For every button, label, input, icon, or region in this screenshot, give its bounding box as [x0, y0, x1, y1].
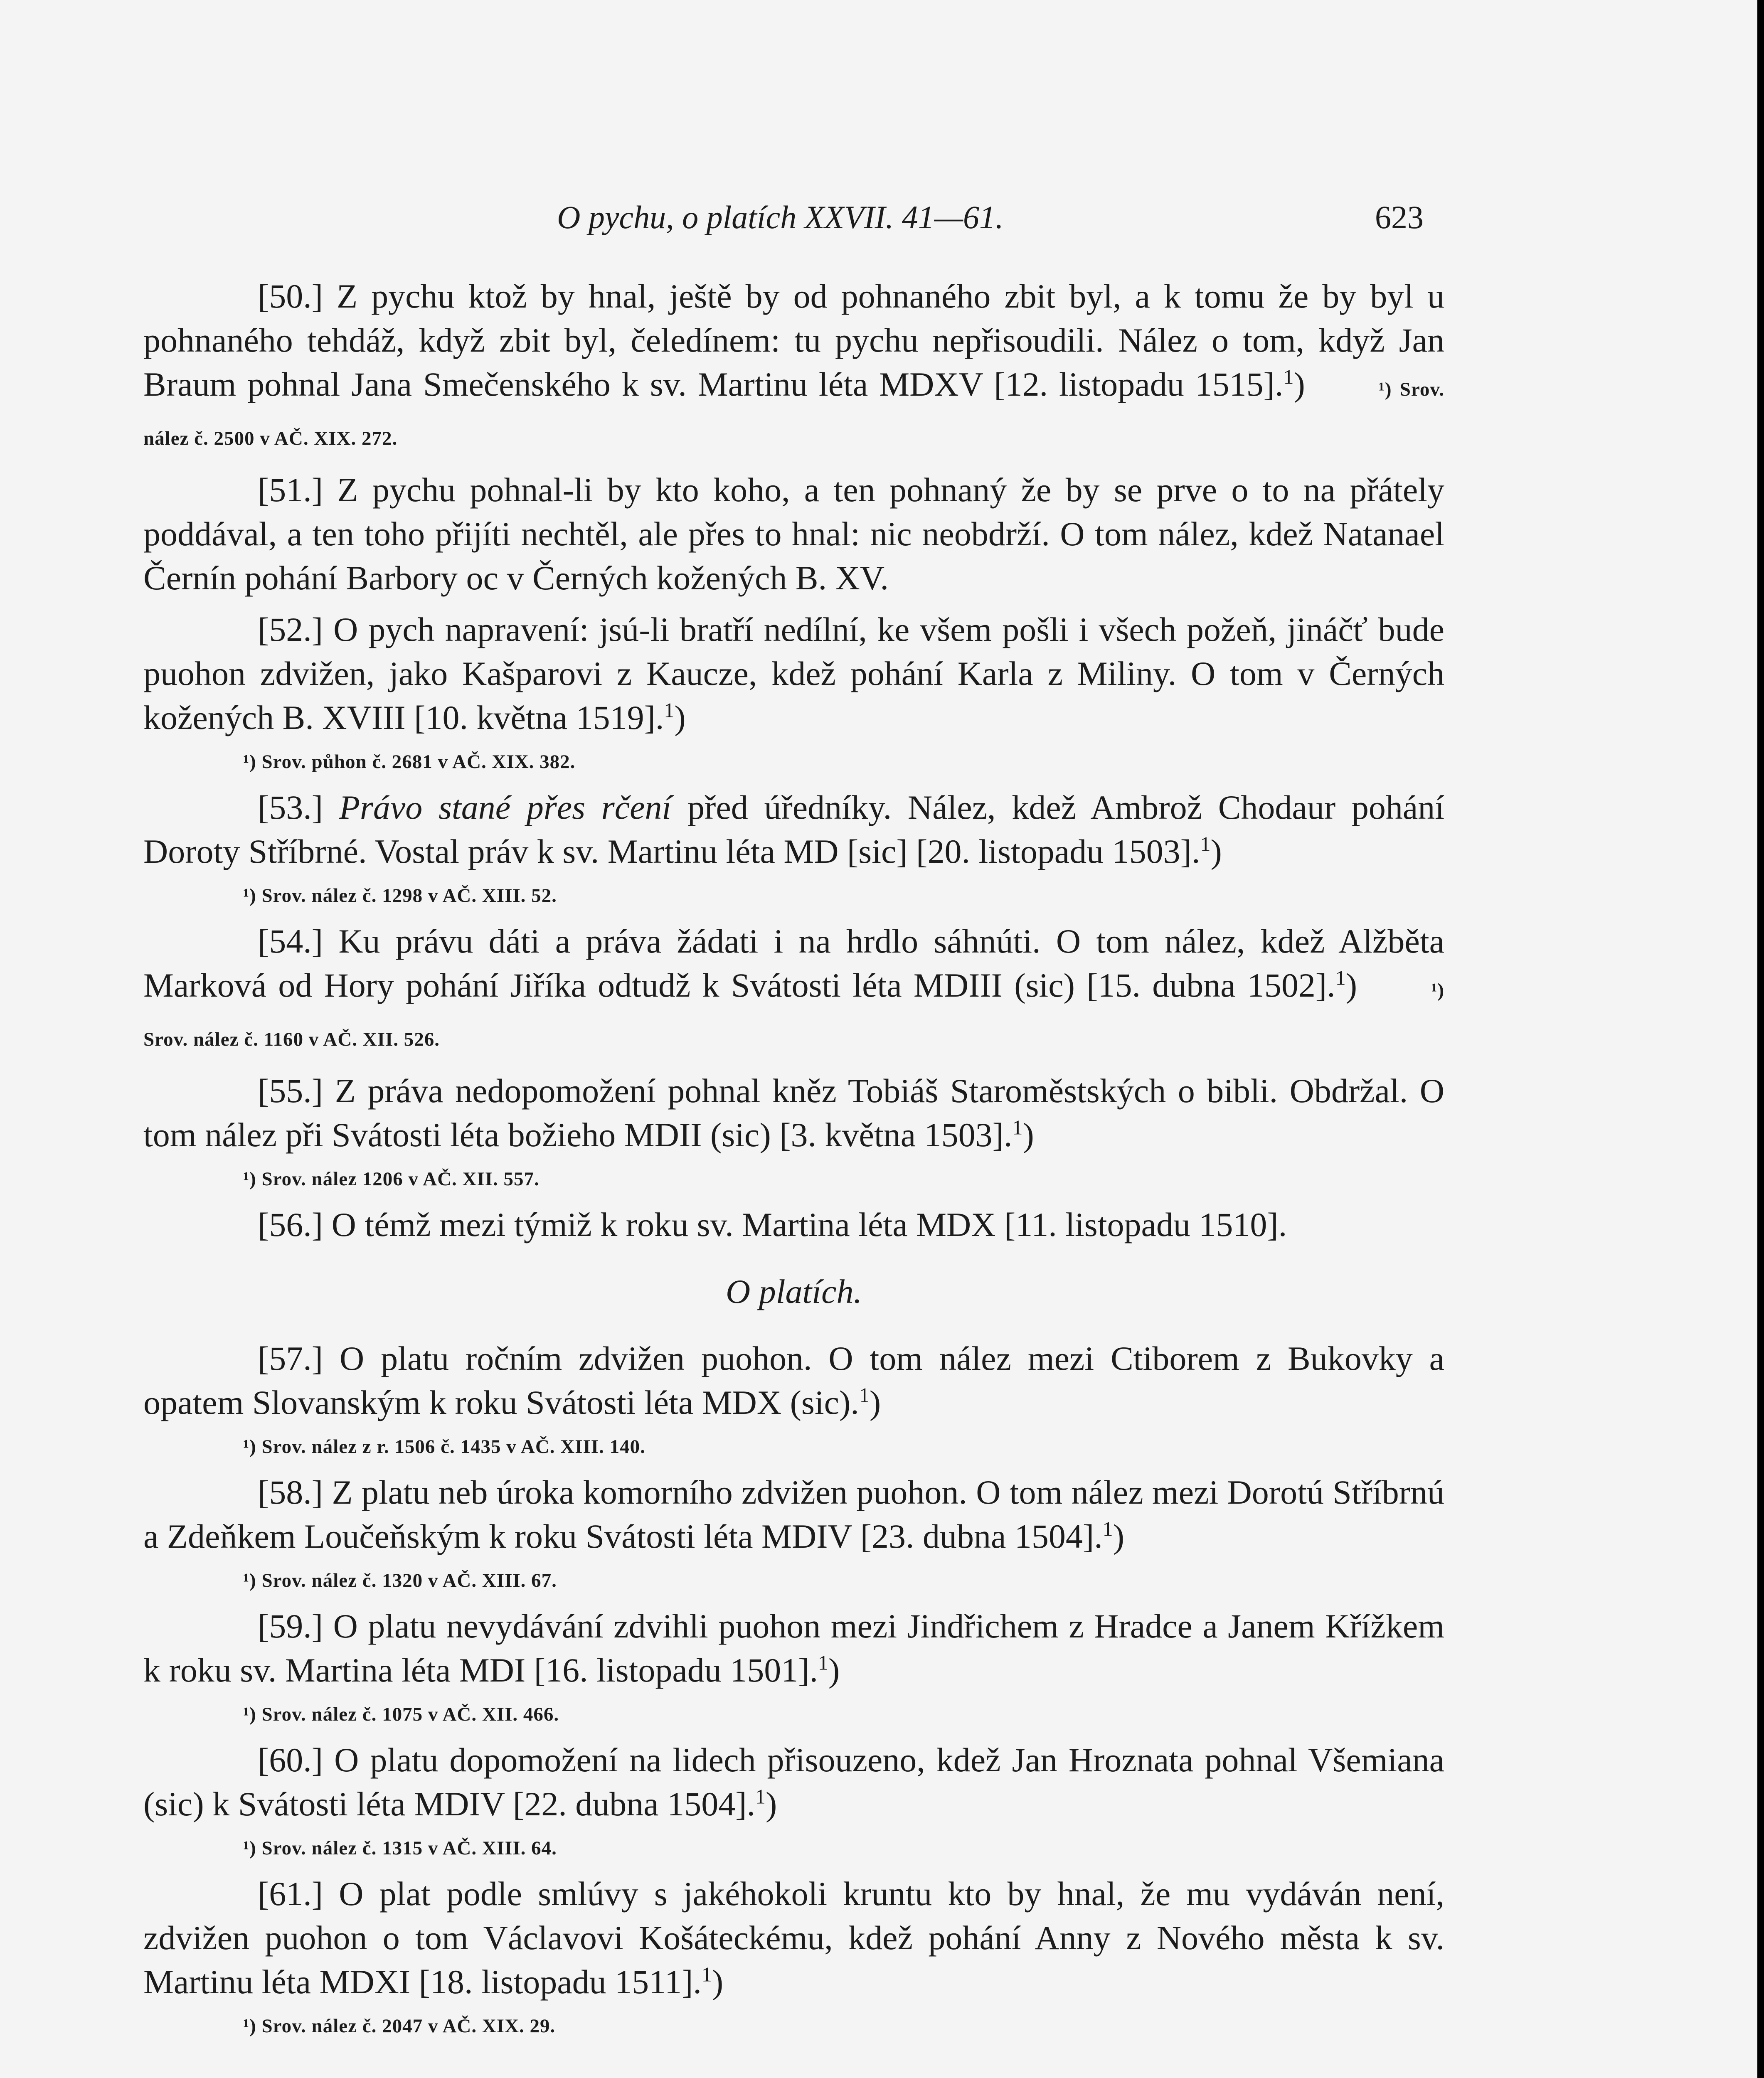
entry-number: [58.] [258, 1473, 323, 1511]
entry-54: [54.] Ku právu dáti a práva žádati i na hrdlo sáhnúti. O tom nález, kdež Alžběta Marková od Hory pohání Jiříka odtudž k Svátosti léta MDIII (sic) [15. dubna 1502].$^1$) ¹) Srov. nález č. 1160 v AČ. XII. 526. [143, 922, 1445, 1050]
entry-number: [54.] [258, 922, 323, 960]
entry-text: před úředníky. Nález, kdež Ambrož Chodaur pohání Doroty Stříbrné. Vostal práv k sv. Martinu léta MD [sic] [20. listopadu 1503]. [143, 788, 1445, 870]
entry-number: [57.] [258, 1339, 323, 1377]
entry-51 [143, 468, 1444, 600]
entry-number: [52.] [258, 611, 323, 648]
entry-57: [57.] O platu ročním zdvižen puohon. O tom nález mezi Ctiborem z Bukovky a opatem Slovanským k roku Svátosti léta MDX (sic).$^1$) [143, 1339, 1445, 1421]
entry-text: O témž mezi týmiž k roku sv. Martina léta MDX [11. listopadu 1510]. [331, 1206, 1287, 1243]
main-text [143, 274, 1444, 2050]
footnote-ref: 1 [1283, 365, 1294, 389]
footnote-ref: 1 [859, 1383, 870, 1407]
entry-number: [56.] [258, 1206, 323, 1243]
footnote: ¹) Srov. nález č. 2500 v AČ. XIX. 272. [143, 379, 1445, 449]
entry-text: O pych napravení: jsú-li bratří nedílní, ke všem pošli i všech požeň, jináčť bude puohon zdvižen, jako Kašparovi z Kaucze, kdež pohání Karla z Miliny. O tom v Černých kožených B. XVIII [10. května 1519]. [143, 611, 1444, 736]
entry-number: [55.] [258, 1072, 323, 1110]
entry-number: [50.] [258, 277, 323, 315]
footnote-ref: 1 [1102, 1517, 1113, 1541]
footnote: ¹) Srov. nález č. 2047 v AČ. XIX. 29. [243, 2015, 556, 2037]
entry-61: [61.] O plat podle smlúvy s jakéhokoli kruntu kto by hnal, že mu vydáván není, zdvižen puohon o tom Václavovi Košáteckému, kdež pohání Anny z Nového města k sv. Martinu léta MDXI [18. listopadu 1511].$^1$) [143, 1875, 1444, 2001]
entry-52: [52.] O pych napravení: jsú-li bratří nedílní, ke všem pošli i všech požeň, jináčť bude puohon zdvižen, jako Kašparovi z Kaucze, kdež pohání Karla z Miliny. O tom v Černých kožených B. XVIII [10. května 1519].$^1$) [143, 611, 1444, 736]
entry-number: [61.] [258, 1875, 323, 1913]
footnote: ¹) Srov. nález z r. 1506 č. 1435 v AČ. XIII. 140. [243, 1436, 645, 1458]
footnote: ¹) Srov. půhon č. 2681 v AČ. XIX. 382. [243, 751, 576, 773]
entry-50: [50.] Z pychu ktož by hnal, ještě by od pohnaného zbit byl, a k tomu že by byl u pohnaného tehdáž, když zbit byl, čeledínem: tu pychu nepřisoudili. Nález o tom, když Jan Braum pohnal Jana Smečenského k sv. Martinu léta MDXV [12. listopadu 1515].$^1$) ¹) Srov. nález č. 2500 v AČ. XIX. 272. [143, 277, 1445, 449]
footnote: ¹) Srov. nález č. 1320 v AČ. XIII. 67. [243, 1570, 557, 1591]
entry-number: [59.] [258, 1607, 323, 1645]
running-head: O pychu, o platích XXVII. 41—61. [557, 199, 1004, 235]
entry-number: [51.] [258, 471, 323, 509]
footnote: ¹) Srov. nález č. 1075 v AČ. XII. 466. [243, 1704, 559, 1725]
entry-56 [143, 1203, 1444, 1247]
entry-58: [58.] Z platu neb úroka komorního zdvižen puohon. O tom nález mezi Dorotú Stříbrnú a Zdeňkem Loučeňským k roku Svátosti léta MDIV [23. dubna 1504].$^1$) [143, 1473, 1445, 1555]
entry-59: [59.] O platu nevydávání zdvihli puohon mezi Jindřichem z Hradce a Janem Křížkem k roku sv. Martina léta MDI [16. listopadu 1501].$^1$) [143, 1607, 1444, 1689]
entry-55: [55.] Z práva nedopomožení pohnal kněz Tobiáš Staroměstských o bibli. Obdržal. O tom nález při Svátosti léta božieho MDII (sic) [3. května 1503].$^1$) [143, 1072, 1445, 1154]
footnote-ref: 1 [755, 1785, 766, 1808]
footnote-ref: 1 [818, 1651, 829, 1674]
entry-text: O platu ročním zdvižen puohon. O tom nález mezi Ctiborem z Bukovky a opatem Slovanským k roku Svátosti léta MDX (sic). [143, 1339, 1445, 1421]
footnote: ¹) Srov. nález č. 1298 v AČ. XIII. 52. [243, 885, 557, 906]
footnote: ¹) Srov. nález č. 1315 v AČ. XIII. 64. [243, 1837, 557, 1859]
entry-date: dubna 1502]. [1152, 966, 1335, 1004]
entry-text: Z pychu pohnal-li by kto koho, a ten pohnaný že by se prve o to na přátely poddával, a ten toho přijíti nechtěl, ale přes to hnal: nic neobdrží. O tom nález, kdež Natanael Černín pohání Barbory oc v Černých kožených B. XV. [143, 471, 1444, 597]
entry-text: Z práva nedopomožení pohnal kněz Tobiáš Staroměstských o bibli. Obdržal. O tom nález při Svátosti léta božieho MDII (sic) [3. května 1503]. [143, 1072, 1445, 1154]
footnote-ref: 1 [1200, 832, 1211, 856]
entry-number: [60.] [258, 1741, 323, 1779]
entry-text: O platu nevydávání zdvihli puohon mezi Jindřichem z Hradce a Janem Křížkem k roku sv. Martina léta MDI [16. listopadu 1501]. [143, 1607, 1444, 1689]
entry-text: Z platu neb úroka komorního zdvižen puohon. O tom nález mezi Dorotú Stříbrnú a Zdeňkem Loučeňským k roku Svátosti léta MDIV [23. dubna 1504]. [143, 1473, 1445, 1555]
entry-text: Z pychu ktož by hnal, ještě by od pohnaného zbit byl, a k tomu že by byl u pohnaného tehdáž, když zbit byl, čeledínem: tu pychu nepřisoudili. Nález o tom, když Jan Braum pohnal Jana Smečenského k sv. Martinu léta MDXV [143, 277, 1444, 403]
entry-53: [53.] Právo stané přes rčení před úředníky. Nález, kdež Ambrož Chodaur pohání Doroty Stříbrné. Vostal práv k sv. Martinu léta MD [sic] [20. listopadu 1503].$^1$) [143, 788, 1445, 870]
footnote: ¹) Srov. nález 1206 v AČ. XII. 557. [243, 1168, 540, 1190]
footnote: ¹) Srov. nález č. 1160 v AČ. XII. 526. [143, 980, 1444, 1050]
footnote-ref: 1 [1335, 966, 1346, 990]
entry-date: [12. listopadu 1515]. [994, 365, 1284, 403]
footnote-ref: 1 [701, 1962, 712, 1986]
footnote-ref: 1 [664, 698, 675, 722]
entry-text: O platu dopomožení na lidech přisouzeno, kdež Jan Hroznata pohnal Všemiana (sic) k Svátosti léta MDIV [22. dubna 1504]. [143, 1741, 1444, 1823]
section-title: O platích. [726, 1273, 862, 1310]
footnote-ref: 1 [1012, 1115, 1023, 1139]
page-number: 623 [1375, 199, 1424, 235]
entry-number: [53.] [258, 788, 323, 826]
entry-italic-phrase: Právo stané přes rčení [339, 788, 672, 826]
entry-60: [60.] O platu dopomožení na lidech přisouzeno, kdež Jan Hroznata pohnal Všemiana (sic) k Svátosti léta MDIV [22. dubna 1504].$^1$) [143, 1741, 1444, 1823]
entry-text: Ku právu dáti a práva žádati i na hrdlo sáhnúti. O tom nález, kdež Alžběta Marková od Hory pohání Jiříka odtudž k Svátosti léta MDIII (sic) [15. [143, 922, 1445, 1004]
entry-text: O plat podle smlúvy s jakéhokoli kruntu kto by hnal, že mu vydáván není, zdvižen puohon o tom Václavovi Košáteckému, kdež pohání Anny z Nového města k sv. Martinu léta MDXI [18. listopadu 1511]. [143, 1875, 1444, 2001]
